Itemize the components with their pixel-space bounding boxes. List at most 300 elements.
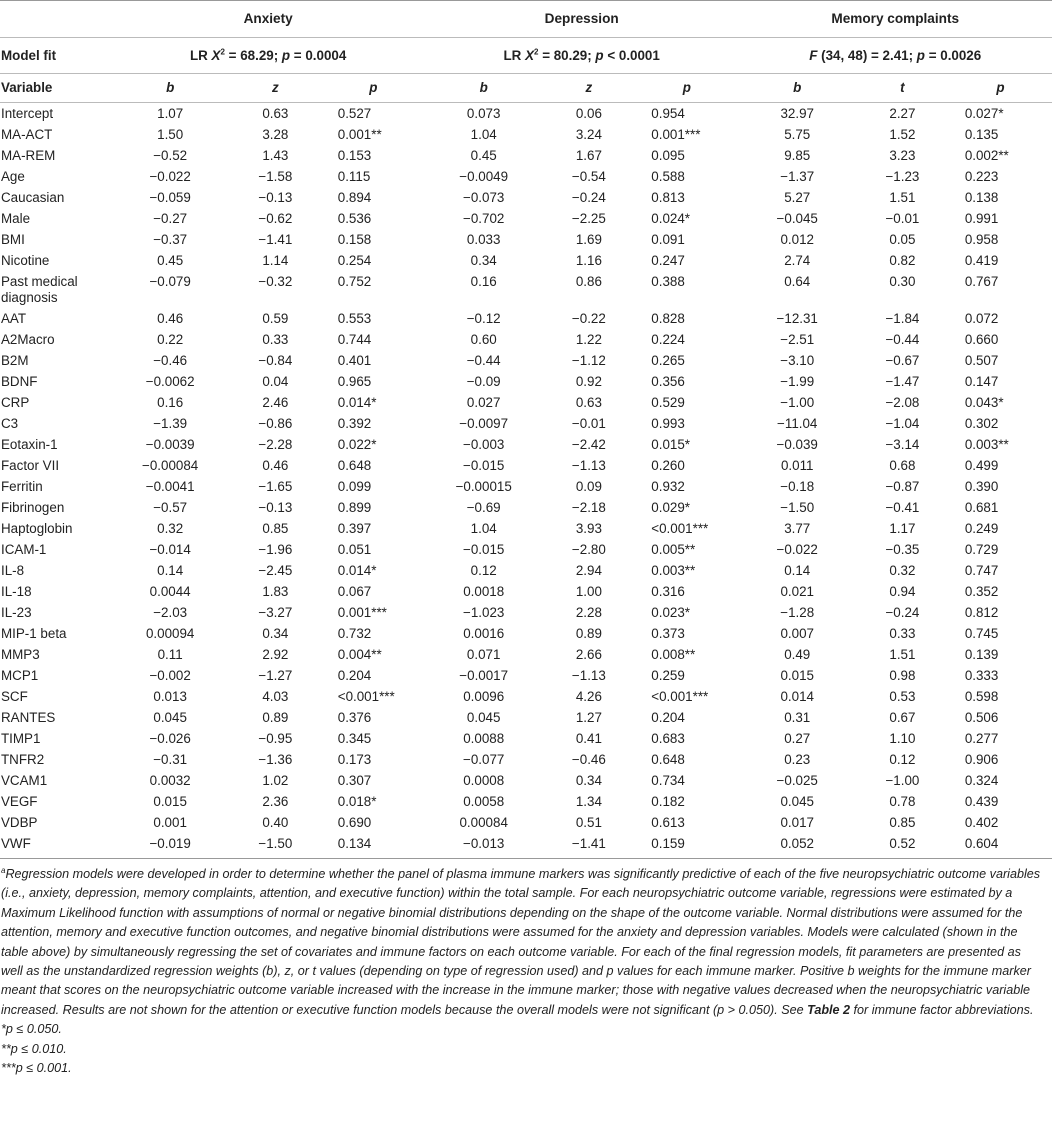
cell-memory-p: 0.747 <box>964 563 999 578</box>
cell-memory-b: 0.64 <box>784 274 811 289</box>
cell-memory-p: 0.390 <box>964 479 999 494</box>
cell-memory-p: 0.277 <box>964 731 999 746</box>
cell-anxiety-p: 0.067 <box>337 584 372 599</box>
cell-memory-p: 0.767 <box>964 274 999 289</box>
cell-depression-p: 0.259 <box>651 668 685 683</box>
cell-memory-p: 0.352 <box>964 584 999 599</box>
cell-anxiety-p: 0.345 <box>337 731 372 746</box>
cell-depression-b: −0.702 <box>463 211 505 226</box>
cell-memory-p: 0.302 <box>964 416 999 431</box>
footnote-sig2: **p ≤ 0.010. <box>1 1041 67 1056</box>
cell-memory-t: −0.87 <box>885 479 920 494</box>
cell-anxiety-p: 0.014* <box>337 563 377 578</box>
cell-anxiety-p: 0.204 <box>337 668 372 683</box>
cell-depression-b: 0.16 <box>470 274 497 289</box>
table-row <box>0 413 1052 434</box>
cell-memory-b: −3.10 <box>780 353 815 368</box>
cell-anxiety-p: 0.099 <box>337 479 372 494</box>
cell-anxiety-b: 0.0032 <box>149 773 191 788</box>
table-row <box>0 166 1052 187</box>
cell-memory-p: 0.660 <box>964 332 999 347</box>
cell-anxiety-z: 0.34 <box>262 626 289 641</box>
row-variable: BDNF <box>1 374 38 389</box>
cell-anxiety-b: 0.045 <box>153 710 187 725</box>
cell-anxiety-z: 0.89 <box>262 710 289 725</box>
cell-depression-z: 2.28 <box>575 605 602 620</box>
cell-depression-b: −0.0017 <box>459 668 509 683</box>
table-row <box>0 371 1052 392</box>
cell-anxiety-p: 0.392 <box>337 416 372 431</box>
cell-depression-z: 1.34 <box>575 794 602 809</box>
cell-depression-p: 0.023* <box>651 605 691 620</box>
cell-anxiety-b: 0.00094 <box>145 626 195 641</box>
cell-depression-z: 1.00 <box>575 584 602 599</box>
row-variable: VCAM1 <box>1 773 48 788</box>
cell-depression-z: −0.24 <box>571 190 606 205</box>
footnote-sig3: ***p ≤ 0.001. <box>1 1061 72 1076</box>
cell-depression-z: 0.51 <box>575 815 602 830</box>
cell-anxiety-p: 0.115 <box>337 169 371 184</box>
row-variable: C3 <box>1 416 19 431</box>
cell-depression-p: 0.613 <box>651 815 685 830</box>
cell-depression-z: −1.13 <box>571 458 606 473</box>
cell-anxiety-b: 0.14 <box>157 563 184 578</box>
cell-memory-b: 0.23 <box>784 752 811 767</box>
cell-depression-z: 1.69 <box>575 232 602 247</box>
cell-anxiety-b: −0.57 <box>153 500 188 515</box>
cell-anxiety-b: −1.39 <box>153 416 188 431</box>
cell-memory-b: 0.007 <box>780 626 814 641</box>
cell-anxiety-b: 0.0044 <box>149 584 191 599</box>
cell-memory-p: 0.249 <box>964 521 999 536</box>
cell-depression-b: 0.0018 <box>463 584 505 599</box>
cell-anxiety-z: 2.46 <box>262 395 289 410</box>
row-variable: B2M <box>1 353 29 368</box>
cell-memory-b: 0.015 <box>780 668 814 683</box>
row-variable: Intercept <box>1 106 54 121</box>
cell-anxiety-b: 0.45 <box>157 253 184 268</box>
cell-memory-b: −1.50 <box>780 500 815 515</box>
cell-anxiety-b: −0.014 <box>149 542 191 557</box>
cell-anxiety-b: 1.07 <box>157 106 184 121</box>
cell-memory-b: −0.025 <box>776 773 818 788</box>
cell-anxiety-z: −0.95 <box>258 731 293 746</box>
row-variable: ICAM-1 <box>1 542 47 557</box>
cell-depression-p: 0.095 <box>651 148 685 163</box>
table-row <box>0 770 1052 791</box>
cell-memory-t: −2.08 <box>885 395 920 410</box>
cell-anxiety-z: −1.50 <box>229 833 322 859</box>
cell-depression-z: −2.80 <box>571 542 606 557</box>
cell-depression-b: 0.033 <box>466 232 501 247</box>
row-variable: IL-23 <box>1 605 32 620</box>
cell-anxiety-b: −0.059 <box>149 190 191 205</box>
cell-depression-z: 0.89 <box>575 626 602 641</box>
table-row <box>0 455 1052 476</box>
model-fit-anxiety: LR $X^2 = 68.29$; p = 0.0004 <box>111 38 425 74</box>
cell-depression-p: <0.001*** <box>651 521 709 536</box>
cell-depression-b: −0.077 <box>463 752 505 767</box>
cell-depression-z: −1.12 <box>571 353 606 368</box>
table-row <box>0 707 1052 728</box>
row-variable: MA-REM <box>1 148 56 163</box>
cell-depression-p: 0.247 <box>651 253 685 268</box>
cell-depression-p: 0.734 <box>651 773 685 788</box>
cell-depression-p: 0.588 <box>651 169 685 184</box>
cell-memory-t: 0.53 <box>889 689 916 704</box>
cell-anxiety-p: 0.553 <box>337 311 372 326</box>
row-variable: IL-18 <box>1 584 32 599</box>
row-variable: Male <box>1 211 31 226</box>
table-row <box>0 665 1052 686</box>
cell-anxiety-b: 0.001 <box>153 815 187 830</box>
table-row <box>0 602 1052 623</box>
cell-depression-p: 0.159 <box>635 833 738 859</box>
footnote-text-before: Regression models were developed in order to determine whether the panel of plasma immune markers was significantly predictive of each of the five neuropsychiatric outcome variables (i.e., anxiety, depression, memory complaints, attention, and executive function) within the total sample. For each neuropsychiatric outcome variable, regressions were estimated by a Maximum Likelihood function with assumptions of normal or negative binomial distributions depending on the shape of the outcome variable. Normal distributions were assumed for the attention, memory and executive function outcomes, and negative binomial distributions were assumed for the anxiety and depression variables. Models were calculated (shown in the table above) by simultaneously regressing the set of covariates and immune factors on each outcome variable. For each of the final regression models, fit parameters are presented as well as the unstandardized regression weights (b), z, or t values (depending on type of regression used) and p values for each immune marker. Positive b weights for the immune marker meant that scores on the neuropsychiatric outcome variable increased with the increase in the immune marker; those with negative values decreased when the neuropsychiatric variable increased. Results are not shown for the attention or executive function models because the overall models were not significant (p > 0.050). See <box>1 867 1041 1017</box>
cell-memory-t: 0.82 <box>889 253 916 268</box>
table-row <box>0 103 1052 125</box>
cell-depression-z: −0.46 <box>571 752 606 767</box>
cell-depression-p: 0.993 <box>651 416 685 431</box>
cell-anxiety-z: −1.27 <box>258 668 293 683</box>
cell-depression-p: 0.008** <box>651 647 696 662</box>
cell-depression-p: 0.003** <box>651 563 696 578</box>
cell-depression-b: 0.0016 <box>463 626 505 641</box>
cell-memory-b: 0.011 <box>780 458 814 473</box>
cell-anxiety-z: 2.92 <box>262 647 289 662</box>
row-variable: TNFR2 <box>1 752 45 767</box>
cell-memory-t: 0.12 <box>889 752 916 767</box>
cell-anxiety-z: −1.41 <box>258 232 293 247</box>
row-variable: VEGF <box>1 794 38 809</box>
cell-memory-p: 0.991 <box>964 211 999 226</box>
table-row <box>0 812 1052 833</box>
cell-memory-p: 0.223 <box>964 169 999 184</box>
cell-anxiety-z: 0.33 <box>262 332 289 347</box>
cell-depression-z: 1.16 <box>575 253 602 268</box>
cell-memory-p: 0.002** <box>964 148 1009 163</box>
cell-anxiety-b: −0.52 <box>153 148 188 163</box>
cell-depression-p: 0.024* <box>651 211 691 226</box>
row-variable: VDBP <box>1 815 38 830</box>
cell-anxiety-b: −0.27 <box>153 211 188 226</box>
cell-anxiety-b: −0.0062 <box>145 374 195 389</box>
cell-memory-p: 0.729 <box>964 542 999 557</box>
cell-depression-b: 0.34 <box>470 253 497 268</box>
cell-memory-t: 0.32 <box>889 563 916 578</box>
cell-anxiety-b: −0.079 <box>149 274 191 289</box>
row-variable: MMP3 <box>1 647 40 662</box>
row-variable: RANTES <box>1 710 56 725</box>
cell-depression-b: −0.0049 <box>459 169 509 184</box>
cell-anxiety-z: 2.36 <box>262 794 289 809</box>
cell-depression-b: −0.073 <box>463 190 505 205</box>
group-depression: Depression <box>425 1 739 38</box>
cell-depression-b: −0.00015 <box>455 479 512 494</box>
cell-memory-t: 1.52 <box>889 127 916 142</box>
cell-memory-t: −3.14 <box>885 437 920 452</box>
table-row <box>0 749 1052 770</box>
cell-memory-p: 0.506 <box>964 710 999 725</box>
row-variable: Eotaxin-1 <box>1 437 58 452</box>
table-row <box>0 581 1052 602</box>
cell-memory-t: −0.01 <box>885 211 920 226</box>
cell-memory-t: −1.00 <box>885 773 920 788</box>
cell-depression-b: 1.04 <box>470 521 497 536</box>
group-anxiety: Anxiety <box>111 1 425 38</box>
model-fit-row <box>0 38 1052 74</box>
cell-memory-p: 0.507 <box>964 353 999 368</box>
cell-depression-p: 0.813 <box>651 190 685 205</box>
cell-depression-z: 2.66 <box>575 647 602 662</box>
cell-depression-p: 0.182 <box>651 794 685 809</box>
footnote-main <box>1 865 1041 1020</box>
table-body <box>0 103 1052 859</box>
cell-depression-b: 0.60 <box>470 332 497 347</box>
cell-depression-b: −0.0097 <box>459 416 509 431</box>
cell-depression-z: 2.94 <box>575 563 602 578</box>
table-row <box>0 518 1052 539</box>
cell-depression-z: 3.93 <box>575 521 602 536</box>
model-fit-label: Model fit <box>0 38 111 74</box>
cell-memory-p: 0.419 <box>964 253 999 268</box>
cell-depression-z: −1.13 <box>571 668 606 683</box>
cell-anxiety-z: 1.43 <box>262 148 289 163</box>
cell-memory-t: −0.44 <box>885 332 920 347</box>
column-header-row <box>0 74 1052 103</box>
cell-memory-p: 0.147 <box>964 374 999 389</box>
cell-depression-b: −0.69 <box>466 500 501 515</box>
table-row <box>0 208 1052 229</box>
table-row <box>0 623 1052 644</box>
cell-depression-z: 4.26 <box>575 689 602 704</box>
cell-memory-p: 0.499 <box>964 458 999 473</box>
cell-anxiety-p: 0.004** <box>337 647 382 662</box>
cell-depression-b: −0.12 <box>466 311 501 326</box>
cell-depression-z: −0.01 <box>571 416 606 431</box>
cell-memory-p: 0.138 <box>964 190 999 205</box>
cell-memory-t: 2.27 <box>889 106 916 121</box>
cell-depression-p: 0.001*** <box>651 127 701 142</box>
cell-memory-t: 3.23 <box>889 148 916 163</box>
cell-anxiety-p: 0.965 <box>337 374 372 389</box>
cell-anxiety-b: −0.00084 <box>142 458 199 473</box>
cell-memory-b: 0.021 <box>780 584 814 599</box>
cell-anxiety-p: 0.158 <box>337 232 372 247</box>
row-variable: Haptoglobin <box>1 521 73 536</box>
cell-memory-b: −11.04 <box>777 416 818 431</box>
cell-depression-p: 0.356 <box>651 374 685 389</box>
cell-anxiety-p: 0.051 <box>337 542 372 557</box>
cell-memory-b: 0.012 <box>780 232 814 247</box>
table-row <box>0 728 1052 749</box>
cell-memory-b: 0.014 <box>780 689 814 704</box>
table-row <box>0 560 1052 581</box>
cell-memory-b: −0.022 <box>776 542 818 557</box>
cell-memory-t: 1.17 <box>889 521 916 536</box>
cell-anxiety-z: 1.83 <box>262 584 289 599</box>
cell-memory-p: 0.402 <box>964 815 999 830</box>
cell-anxiety-z: 0.04 <box>262 374 289 389</box>
cell-depression-b: 0.0088 <box>463 731 505 746</box>
cell-anxiety-z: −3.27 <box>258 605 293 620</box>
cell-depression-b: 0.00084 <box>459 815 508 830</box>
cell-anxiety-b: 0.32 <box>157 521 184 536</box>
cell-depression-z: 0.06 <box>575 106 602 121</box>
cell-anxiety-b: −0.002 <box>149 668 191 683</box>
model-fit-memory: F (34, 48) = 2.41; p = 0.0026 <box>738 38 1052 74</box>
row-variable: TIMP1 <box>1 731 41 746</box>
cell-depression-b: −0.015 <box>463 542 505 557</box>
cell-anxiety-p: 0.376 <box>337 710 372 725</box>
table-row <box>0 329 1052 350</box>
row-variable: IL-8 <box>1 563 25 578</box>
cell-memory-b: −1.37 <box>780 169 815 184</box>
footnote-sig1: *p ≤ 0.050. <box>1 1022 62 1037</box>
cell-memory-t: −1.23 <box>885 169 920 184</box>
col-memory-p: p <box>949 74 1052 103</box>
cell-memory-b: −1.28 <box>780 605 815 620</box>
cell-memory-p: 0.072 <box>964 311 999 326</box>
cell-memory-p: 0.043* <box>964 395 1004 410</box>
cell-memory-p: 0.812 <box>964 605 999 620</box>
cell-anxiety-b: −0.31 <box>153 752 188 767</box>
cell-anxiety-b: −0.0041 <box>145 479 195 494</box>
cell-memory-b: 5.75 <box>784 127 811 142</box>
cell-memory-t: −1.47 <box>885 374 920 389</box>
cell-memory-t: −0.67 <box>885 353 920 368</box>
cell-anxiety-p: 0.022* <box>337 437 377 452</box>
cell-memory-b: −12.31 <box>776 311 818 326</box>
table-row <box>0 791 1052 812</box>
cell-depression-b: −0.09 <box>466 374 501 389</box>
cell-anxiety-p: 0.018* <box>337 794 377 809</box>
cell-memory-t: 0.78 <box>889 794 916 809</box>
cell-depression-p: 0.648 <box>651 752 685 767</box>
cell-memory-t: 0.98 <box>889 668 916 683</box>
cell-anxiety-z: −0.84 <box>258 353 293 368</box>
cell-memory-p: 0.003** <box>964 437 1009 452</box>
table-row <box>0 539 1052 560</box>
cell-depression-z: 0.09 <box>575 479 602 494</box>
cell-anxiety-p: 0.254 <box>337 253 372 268</box>
cell-depression-z: −2.42 <box>571 437 606 452</box>
col-anxiety-z: z <box>229 74 322 103</box>
row-variable: CRP <box>1 395 30 410</box>
cell-anxiety-p: 0.153 <box>337 148 372 163</box>
cell-memory-t: −1.04 <box>885 416 920 431</box>
cell-memory-b: 0.27 <box>784 731 811 746</box>
cell-depression-z: −0.22 <box>571 311 606 326</box>
cell-memory-p: 0.745 <box>964 626 999 641</box>
cell-anxiety-p: 0.536 <box>337 211 372 226</box>
cell-depression-b: 0.0096 <box>463 689 505 704</box>
cell-memory-b: 0.017 <box>780 815 814 830</box>
cell-anxiety-b: −0.37 <box>153 232 188 247</box>
table-row <box>0 145 1052 166</box>
row-variable: BMI <box>1 232 25 247</box>
cell-anxiety-b: 0.22 <box>157 332 184 347</box>
row-variable: AAT <box>1 311 27 326</box>
cell-anxiety-p: 0.894 <box>337 190 372 205</box>
cell-depression-p: 0.316 <box>651 584 685 599</box>
cell-depression-z: 0.34 <box>575 773 602 788</box>
cell-depression-b: −0.003 <box>463 437 505 452</box>
cell-anxiety-z: −2.28 <box>258 437 293 452</box>
cell-depression-p: 0.828 <box>651 311 685 326</box>
group-header-blank <box>0 1 111 38</box>
cell-memory-t: 1.10 <box>889 731 916 746</box>
row-variable: Past medical diagnosis <box>1 274 78 305</box>
cell-memory-p: 0.333 <box>964 668 999 683</box>
cell-depression-z: −2.18 <box>571 500 606 515</box>
cell-anxiety-p: 0.307 <box>337 773 372 788</box>
cell-anxiety-b: −0.026 <box>149 731 191 746</box>
cell-anxiety-p: 0.690 <box>337 815 372 830</box>
cell-anxiety-b: 0.11 <box>157 647 183 662</box>
cell-depression-p: 0.204 <box>651 710 685 725</box>
group-memory: Memory complaints <box>738 1 1052 38</box>
cell-depression-p: 0.373 <box>651 626 685 641</box>
footnote-table-link[interactable]: Table 2 <box>807 1002 851 1017</box>
cell-memory-t: −0.24 <box>885 605 920 620</box>
cell-memory-t: −1.84 <box>885 311 920 326</box>
cell-depression-b: 0.0058 <box>463 794 505 809</box>
cell-depression-z: 0.92 <box>575 374 602 389</box>
cell-memory-t: 0.68 <box>889 458 916 473</box>
cell-anxiety-b: −0.022 <box>149 169 191 184</box>
cell-anxiety-z: −1.96 <box>258 542 293 557</box>
cell-memory-t: 0.94 <box>889 584 916 599</box>
cell-anxiety-p: 0.001*** <box>337 605 387 620</box>
row-variable: A2Macro <box>1 332 55 347</box>
cell-anxiety-z: −0.13 <box>258 500 293 515</box>
cell-anxiety-p: 0.527 <box>337 106 372 121</box>
cell-depression-z: 0.41 <box>575 731 602 746</box>
cell-depression-p: 0.265 <box>651 353 685 368</box>
cell-depression-z: −2.25 <box>571 211 606 226</box>
cell-anxiety-p: 0.001** <box>337 127 382 142</box>
cell-depression-p: 0.005** <box>651 542 696 557</box>
cell-memory-b: 0.14 <box>784 563 811 578</box>
col-anxiety-b: b <box>111 74 229 103</box>
footnote-text-after: for immune factor abbreviations. <box>850 1002 1034 1017</box>
row-variable: Nicotine <box>1 253 50 268</box>
cell-memory-t: 0.67 <box>889 710 916 725</box>
cell-anxiety-p: 0.397 <box>337 521 372 536</box>
cell-memory-p: 0.139 <box>964 647 999 662</box>
cell-anxiety-b: 0.16 <box>157 395 184 410</box>
cell-anxiety-z: 0.59 <box>262 311 289 326</box>
cell-memory-t: 0.33 <box>889 626 916 641</box>
cell-depression-p: 0.091 <box>651 232 685 247</box>
cell-anxiety-z: 0.40 <box>262 815 289 830</box>
cell-memory-p: 0.958 <box>964 232 999 247</box>
cell-depression-b: 0.073 <box>466 106 501 121</box>
cell-memory-b: −0.18 <box>780 479 815 494</box>
cell-anxiety-z: 1.02 <box>262 773 289 788</box>
cell-memory-t: 0.30 <box>889 274 916 289</box>
row-variable: Ferritin <box>1 479 43 494</box>
cell-depression-z: 0.86 <box>575 274 602 289</box>
cell-depression-b: −0.015 <box>463 458 505 473</box>
model-fit-depression: LR $X^2 = 80.29$; p < 0.0001 <box>425 38 739 74</box>
cell-anxiety-b: −0.019 <box>111 833 229 859</box>
cell-anxiety-z: −0.86 <box>258 416 293 431</box>
cell-memory-b: 3.77 <box>784 521 811 536</box>
cell-anxiety-z: 0.63 <box>262 106 289 121</box>
cell-memory-p: 0.604 <box>949 833 1052 859</box>
